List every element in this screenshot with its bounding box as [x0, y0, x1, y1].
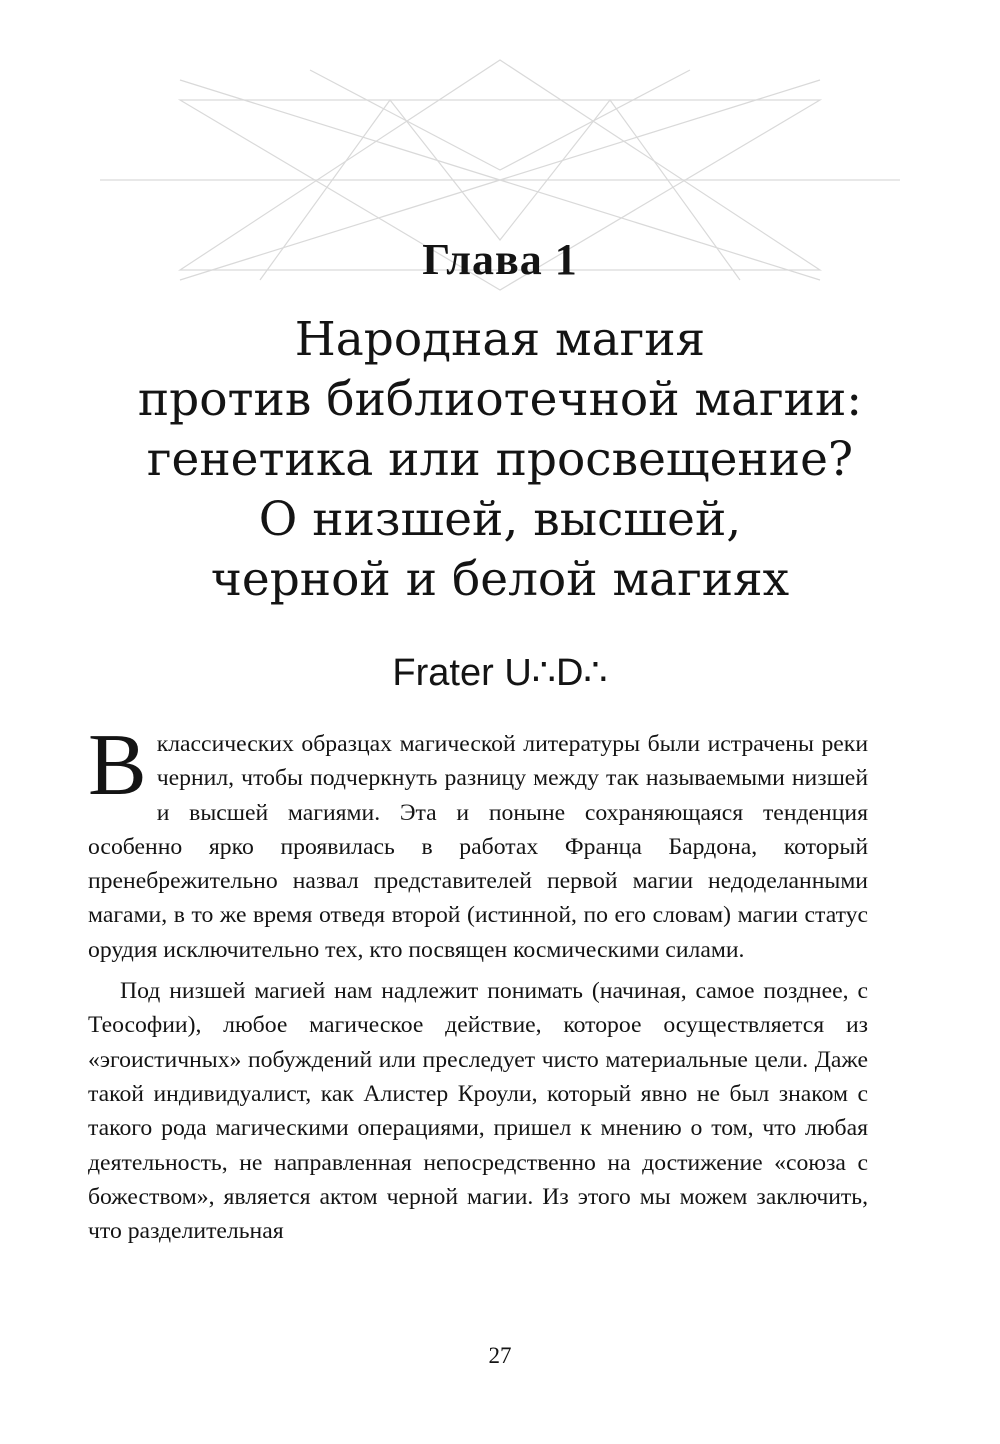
paragraph-text: классических образцах магической литературы были истрачены реки чернил, чтобы подчеркнуть разницу между так называемыми низшей и высшей магиями. Эта и поныне сохраняющаяся тенденция особенно ярко проявилась в работах Франца Бардона, который пренебрежительно назвал представителей первой магии недоделанными магами, в то же время отведя второй (истинной, по его словам) магии статус орудия исключительно тех, кто посвящен космическими силами.	[88, 731, 868, 963]
chapter-title-line: Народная магия	[294, 312, 706, 367]
chapter-label: Глава 1	[422, 235, 578, 284]
paragraph: Под низшей магией нам надлежит понимать (начиная, самое позднее, с Теософии), любое магическое действие, которое осуществляется из «эгоистичных» побуждений или преследует чисто материальные цели. Даже такой индивидуалист, как Алистер Кроули, который явно не был знаком с такого рода магическими операциями, пришел к мнению о том, что любая деятельность, не направленная непосредственно на достижение «союза с божеством», является актом черной магии. Из этого мы можем заключить, что разделительная	[88, 978, 868, 1245]
page-number: 27	[488, 1343, 512, 1368]
chapter-title-line: против библиотечной магии:	[137, 372, 863, 427]
body-text	[88, 717, 868, 1248]
author-name: Frater U∴D∴	[392, 652, 608, 694]
chapter-title-line: генетика или просвещение?	[146, 432, 854, 487]
paragraph	[88, 717, 868, 967]
chapter-title	[0, 310, 1000, 610]
drop-cap: В	[88, 717, 147, 814]
chapter-title-line: О низшей, высшей,	[258, 492, 742, 547]
chapter-title-line: черной и белой магиях	[210, 552, 790, 607]
